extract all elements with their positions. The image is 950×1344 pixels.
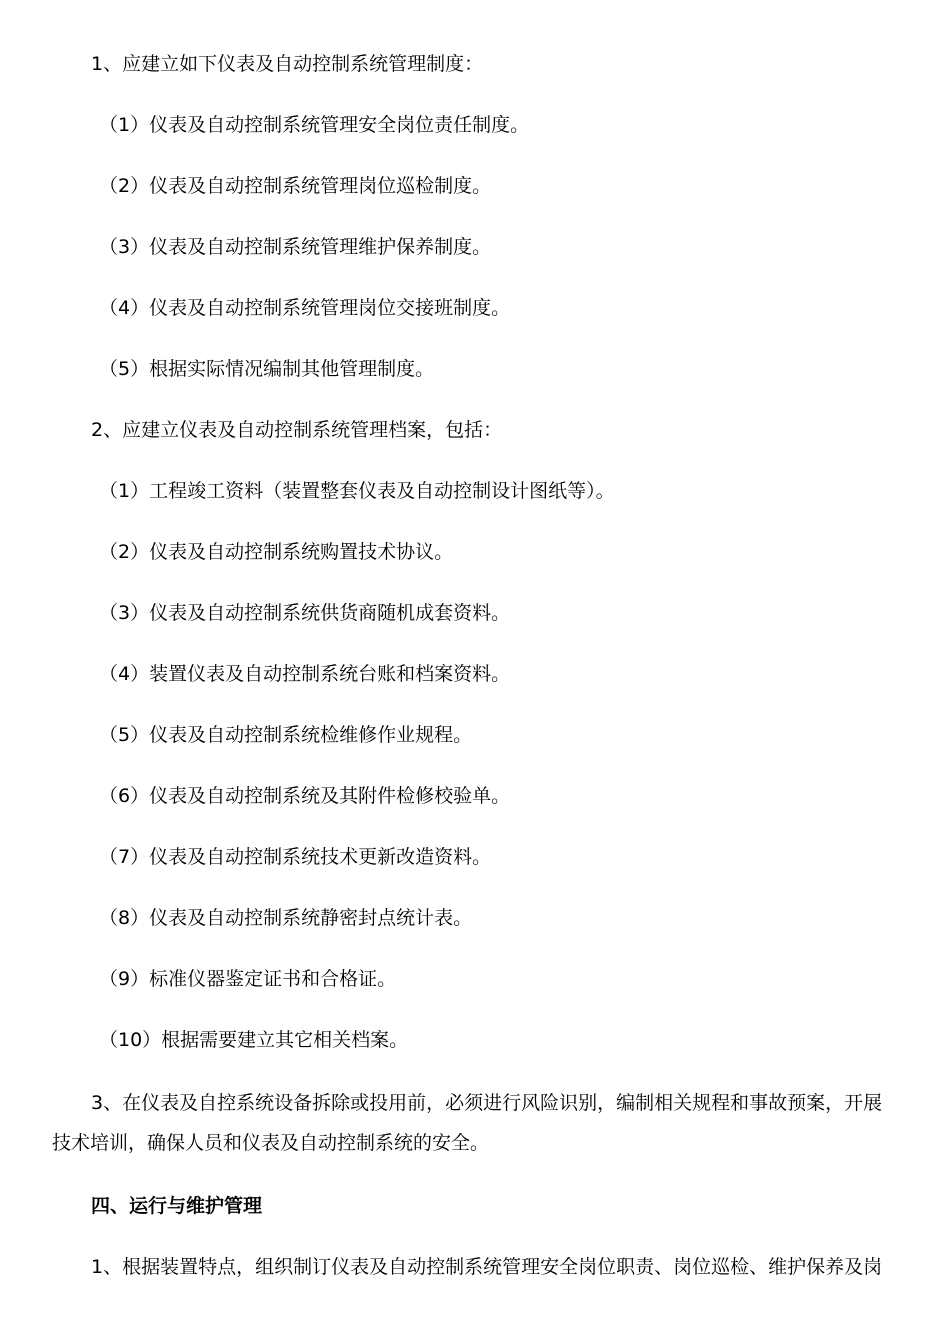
section2-item-9: （9）标准仪器鉴定证书和合格证。 <box>99 968 397 990</box>
section2-item-5: （5）仪表及自动控制系统检维修作业规程。 <box>99 724 473 746</box>
section1-item-5: （5）根据实际情况编制其他管理制度。 <box>99 358 435 380</box>
section2-item-7: （7）仪表及自动控制系统技术更新改造资料。 <box>99 846 492 868</box>
section3-line-2: 技术培训，确保人员和仪表及自动控制系统的安全。 <box>52 1132 490 1154</box>
section2-item-3: （3）仪表及自动控制系统供货商随机成套资料。 <box>99 602 511 624</box>
section1-item-3: （3）仪表及自动控制系统管理维护保养制度。 <box>99 236 492 258</box>
section2-item-2: （2）仪表及自动控制系统购置技术协议。 <box>99 541 454 563</box>
section-heading-4: 四、运行与维护管理 <box>91 1195 263 1217</box>
section1-item-4: （4）仪表及自动控制系统管理岗位交接班制度。 <box>99 297 511 319</box>
section1-item-2: （2）仪表及自动控制系统管理岗位巡检制度。 <box>99 175 492 197</box>
section2-intro: 2、应建立仪表及自动控制系统管理档案，包括： <box>91 419 503 441</box>
section2-item-1: （1）工程竣工资料（装置整套仪表及自动控制设计图纸等）。 <box>99 480 615 502</box>
section1-intro: 1、应建立如下仪表及自动控制系统管理制度： <box>91 53 484 75</box>
section2-item-10: （10）根据需要建立其它相关档案。 <box>99 1029 409 1051</box>
section3-line-1: 3、在仪表及自控系统设备拆除或投用前，必须进行风险识别，编制相关规程和事故预案，开展 <box>91 1092 883 1114</box>
section2-item-8: （8）仪表及自动控制系统静密封点统计表。 <box>99 907 473 929</box>
section2-item-4: （4）装置仪表及自动控制系统台账和档案资料。 <box>99 663 511 685</box>
section4-line-1: 1、根据装置特点，组织制订仪表及自动控制系统管理安全岗位职责、岗位巡检、维护保养及岗 <box>91 1256 883 1278</box>
section2-item-6: （6）仪表及自动控制系统及其附件检修校验单。 <box>99 785 511 807</box>
section1-item-1: （1）仪表及自动控制系统管理安全岗位责任制度。 <box>99 114 530 136</box>
